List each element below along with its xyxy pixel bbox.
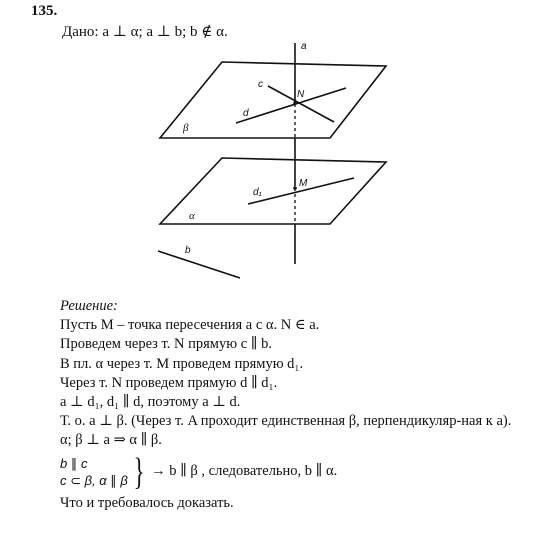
line-b <box>158 251 240 278</box>
system-row: c ⊂ β, α ∥ β <box>60 472 128 488</box>
label-a: a <box>301 41 307 52</box>
solution-line: Через т. N проведем прямую d ∥ d₁. <box>60 374 278 391</box>
solution-line: Проведем через т. N прямую c ∥ b. <box>60 336 272 353</box>
solution-final: Что и требовалось доказать. <box>60 494 234 511</box>
solution-line: В пл. α через т. M проведем прямую d₁. <box>60 355 304 372</box>
right-brace-icon: } <box>133 450 145 493</box>
system-row: b ∥ c <box>60 455 88 471</box>
system-conditions <box>60 455 128 489</box>
solution-line: Т. о. a ⊥ β. (Через т. A проходит единственная β, перпендикуляр-ная к a). <box>60 413 512 430</box>
system-conclusion: → b ∥ β , следовательно, b ∥ α. <box>151 463 338 480</box>
label-M: M <box>299 178 308 189</box>
label-c: c <box>258 79 263 90</box>
solution-heading: Решение: <box>60 298 118 314</box>
label-N: N <box>297 89 305 100</box>
plane-beta <box>160 62 386 138</box>
label-b: b <box>185 245 191 256</box>
solution-line: a ⊥ d₁, d₁ ∥ d, поэтому a ⊥ d. <box>60 394 241 411</box>
solution-line: Пусть M – точка пересечения a с α. N ∈ a. <box>60 317 320 334</box>
point-M <box>293 186 297 190</box>
label-alpha: α <box>189 210 195 222</box>
label-beta: β <box>183 122 189 134</box>
point-N <box>293 101 297 105</box>
line-d <box>236 88 346 123</box>
solution-line: α; β ⊥ a ⇒ α ∥ β. <box>60 432 162 449</box>
problem-number: 135. <box>31 3 58 19</box>
label-d: d <box>243 108 249 119</box>
label-d1: d₁ <box>253 187 262 198</box>
given-statement: Дано: a ⊥ α; a ⊥ b; b ∉ α. <box>62 24 228 40</box>
implication-system <box>60 452 530 492</box>
solution-block <box>60 297 530 513</box>
